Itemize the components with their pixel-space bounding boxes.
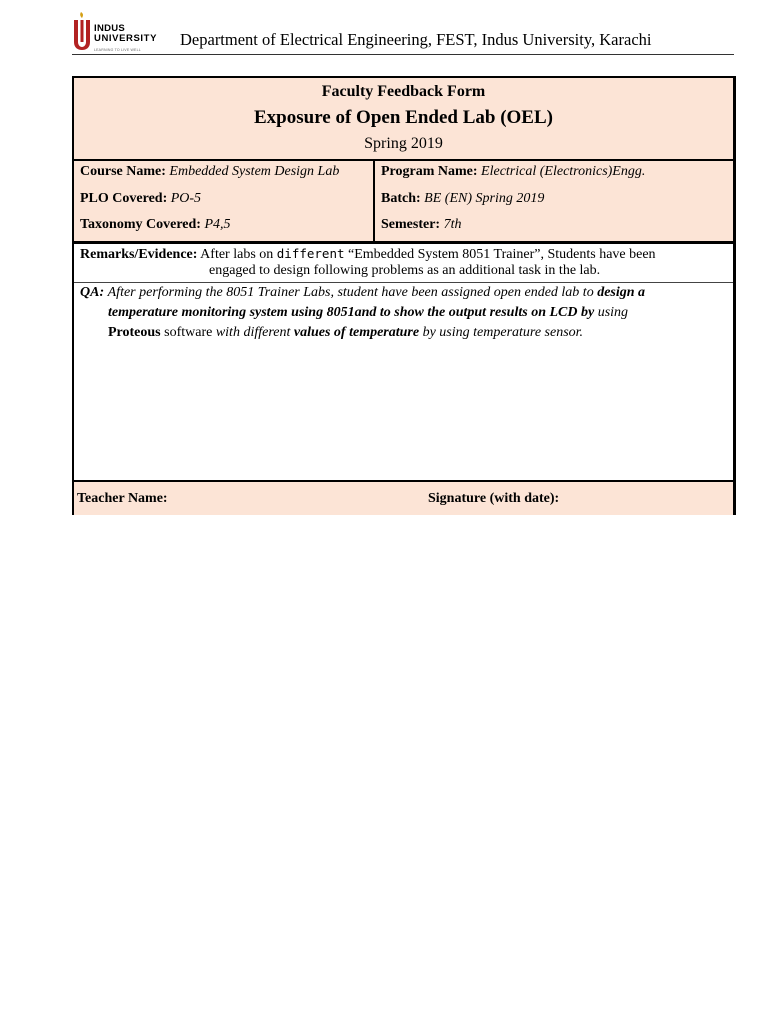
qa-line3-italic1: with different — [215, 325, 291, 340]
taxonomy-value: P4,5 — [204, 217, 231, 232]
form-title: Faculty Feedback Form — [321, 83, 486, 100]
qa-line3-bold: Proteous — [108, 325, 161, 340]
logo-tagline: LEARNING TO LIVE WELL — [94, 48, 141, 52]
department-name: Department of Electrical Engineering, FEST, Indus University, Karachi — [180, 30, 652, 49]
batch-value: BE (EN) Spring 2019 — [424, 191, 545, 206]
remarks-text-post: “Embedded System 8051 Trainer”, Students have been — [348, 247, 656, 262]
university-logo — [72, 10, 172, 52]
semester-label: Semester: — [381, 217, 441, 232]
course-name-value: Embedded System Design Lab — [169, 164, 340, 179]
taxonomy-row — [80, 217, 231, 233]
course-name-label: Course Name: — [80, 164, 166, 179]
page-header — [72, 8, 734, 55]
teacher-name-label: Teacher Name: — [77, 491, 168, 506]
plo-row — [80, 191, 201, 207]
batch-row — [381, 191, 544, 207]
course-info-right — [375, 161, 733, 241]
form-term: Spring 2019 — [364, 135, 443, 152]
course-info-left — [74, 161, 375, 241]
qa-line1-italic: After performing the 8051 Trainer Labs, student have been assigned open ended lab to — [107, 285, 594, 300]
form-subtitle: Exposure of Open Ended Lab (OEL) — [254, 107, 553, 128]
program-row — [381, 164, 645, 180]
form-footer — [74, 480, 733, 515]
semester-row — [381, 217, 461, 233]
remarks-section — [80, 246, 720, 279]
qa-line1-bold: design a — [597, 285, 646, 300]
qa-line3-italic2: by using temperature sensor. — [422, 325, 584, 340]
feedback-form — [72, 76, 736, 515]
indus-logo-icon — [72, 10, 94, 50]
plo-label: PLO Covered: — [80, 191, 168, 206]
signature-label: Signature (with date): — [428, 491, 560, 506]
remarks-text-mono: different — [276, 246, 345, 261]
batch-label: Batch: — [381, 191, 421, 206]
program-label: Program Name: — [381, 164, 478, 179]
form-title-block — [74, 78, 733, 161]
logo-line1: INDUS — [94, 23, 126, 34]
qa-section — [80, 283, 720, 343]
qa-label: QA: — [80, 285, 105, 300]
course-name-row — [80, 164, 339, 180]
taxonomy-label: Taxonomy Covered: — [80, 217, 201, 232]
logo-line2: UNIVERSITY — [94, 33, 158, 44]
semester-value: 7th — [443, 217, 462, 232]
remarks-text-line2: engaged to design following problems as an additional task in the lab. — [209, 263, 601, 278]
course-info-section — [74, 161, 733, 244]
program-value: Electrical (Electronics)Engg. — [481, 164, 646, 179]
qa-line3-bold2: values of temperature — [293, 325, 420, 340]
remarks-text-pre: After labs on — [200, 247, 274, 262]
plo-value: PO-5 — [170, 191, 202, 206]
qa-line2-bold: temperature monitoring system using 8051and to show the output results on LCD by — [108, 305, 595, 320]
remarks-label: Remarks/Evidence: — [80, 247, 198, 262]
qa-line2-italic: using — [597, 305, 629, 320]
qa-line3-plain: software — [164, 325, 213, 340]
